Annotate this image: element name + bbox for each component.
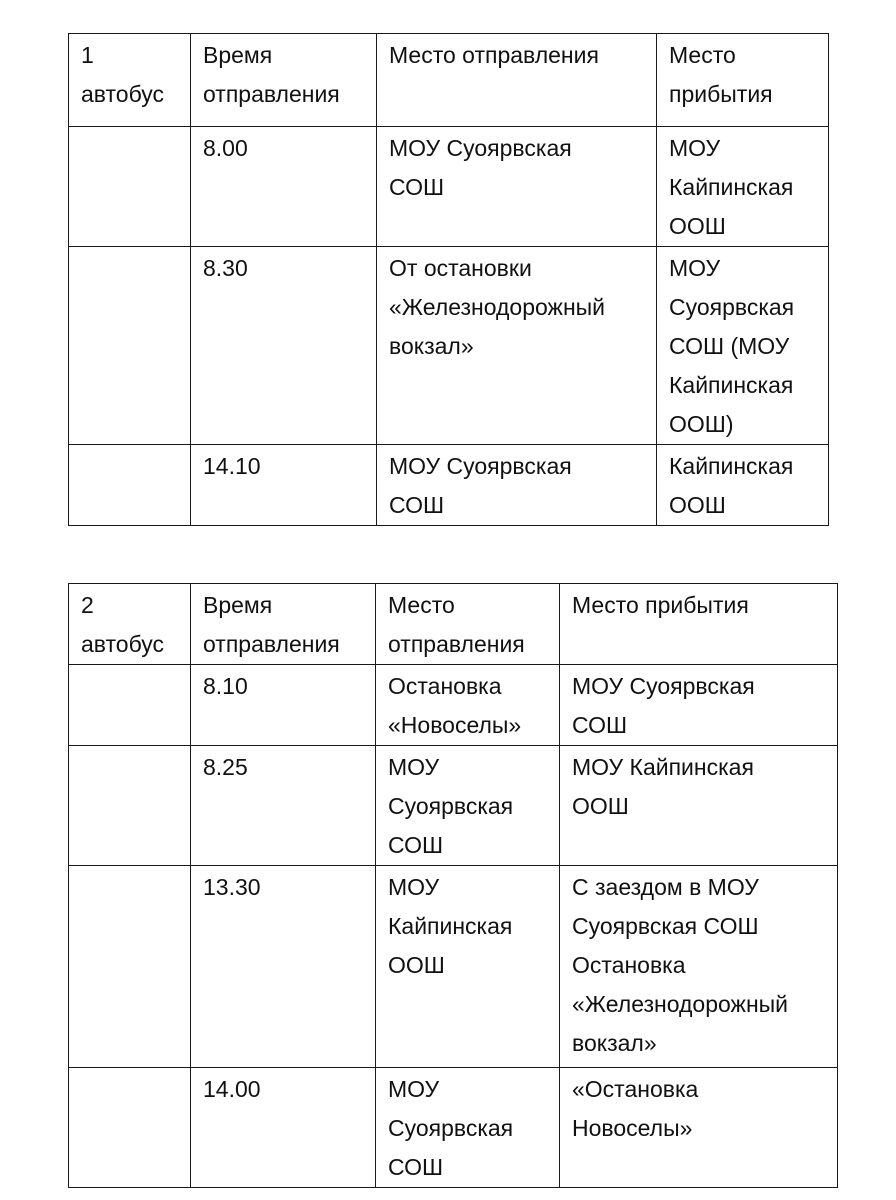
table-header-row — [69, 584, 838, 665]
bus-2-schedule-table — [68, 583, 838, 1188]
departure-time-cell: 14.10 — [191, 445, 377, 526]
table-row — [69, 247, 829, 445]
departure-time-cell: 8.30 — [191, 247, 377, 445]
bus-number-header: 2 автобус — [69, 584, 191, 665]
bus-1-schedule-table — [68, 33, 829, 526]
arrival-place-cell: МОУ Суоярвская СОШ (МОУ Кайпинская ООШ) — [657, 247, 829, 445]
table-row — [69, 1068, 838, 1188]
departure-place-header: Место отправления — [376, 584, 560, 665]
arrival-place-header: Место прибытия — [657, 34, 829, 127]
bus-cell — [69, 665, 191, 746]
table-row — [69, 445, 829, 526]
arrival-place-cell: «Остановка Новоселы» — [560, 1068, 838, 1188]
table-row — [69, 866, 838, 1068]
departure-time-cell: 14.00 — [191, 1068, 376, 1188]
departure-time-cell: 8.25 — [191, 746, 376, 866]
departure-place-cell: МОУ Суоярвская СОШ — [377, 445, 657, 526]
departure-time-cell: 8.00 — [191, 127, 377, 247]
bus-number-header: 1 автобус — [69, 34, 191, 127]
departure-time-cell: 13.30 — [191, 866, 376, 1068]
bus-cell — [69, 445, 191, 526]
arrival-place-cell: Кайпинская ООШ — [657, 445, 829, 526]
arrival-place-cell: МОУ Кайпинская ООШ — [560, 746, 838, 866]
bus-cell — [69, 746, 191, 866]
departure-time-cell: 8.10 — [191, 665, 376, 746]
departure-time-header: Время отправления — [191, 34, 377, 127]
departure-place-cell: МОУ Суоярвская СОШ — [377, 127, 657, 247]
table-row — [69, 665, 838, 746]
bus-cell — [69, 1068, 191, 1188]
departure-time-header: Время отправления — [191, 584, 376, 665]
table-row — [69, 127, 829, 247]
departure-place-cell: МОУ Суоярвская СОШ — [376, 1068, 560, 1188]
bus-cell — [69, 247, 191, 445]
arrival-place-cell: МОУ Суоярвская СОШ — [560, 665, 838, 746]
arrival-place-cell: С заездом в МОУ Суоярвская СОШ Остановка «Железнодорожный вокзал» — [560, 866, 838, 1068]
departure-place-header: Место отправления — [377, 34, 657, 127]
departure-place-cell: Остановка «Новоселы» — [376, 665, 560, 746]
departure-place-cell: МОУ Суоярвская СОШ — [376, 746, 560, 866]
departure-place-cell: От остановки «Железнодорожный вокзал» — [377, 247, 657, 445]
table-header-row — [69, 34, 829, 127]
arrival-place-cell: МОУ Кайпинская ООШ — [657, 127, 829, 247]
bus-cell — [69, 866, 191, 1068]
arrival-place-header: Место прибытия — [560, 584, 838, 665]
bus-cell — [69, 127, 191, 247]
table-row — [69, 746, 838, 866]
departure-place-cell: МОУ Кайпинская ООШ — [376, 866, 560, 1068]
